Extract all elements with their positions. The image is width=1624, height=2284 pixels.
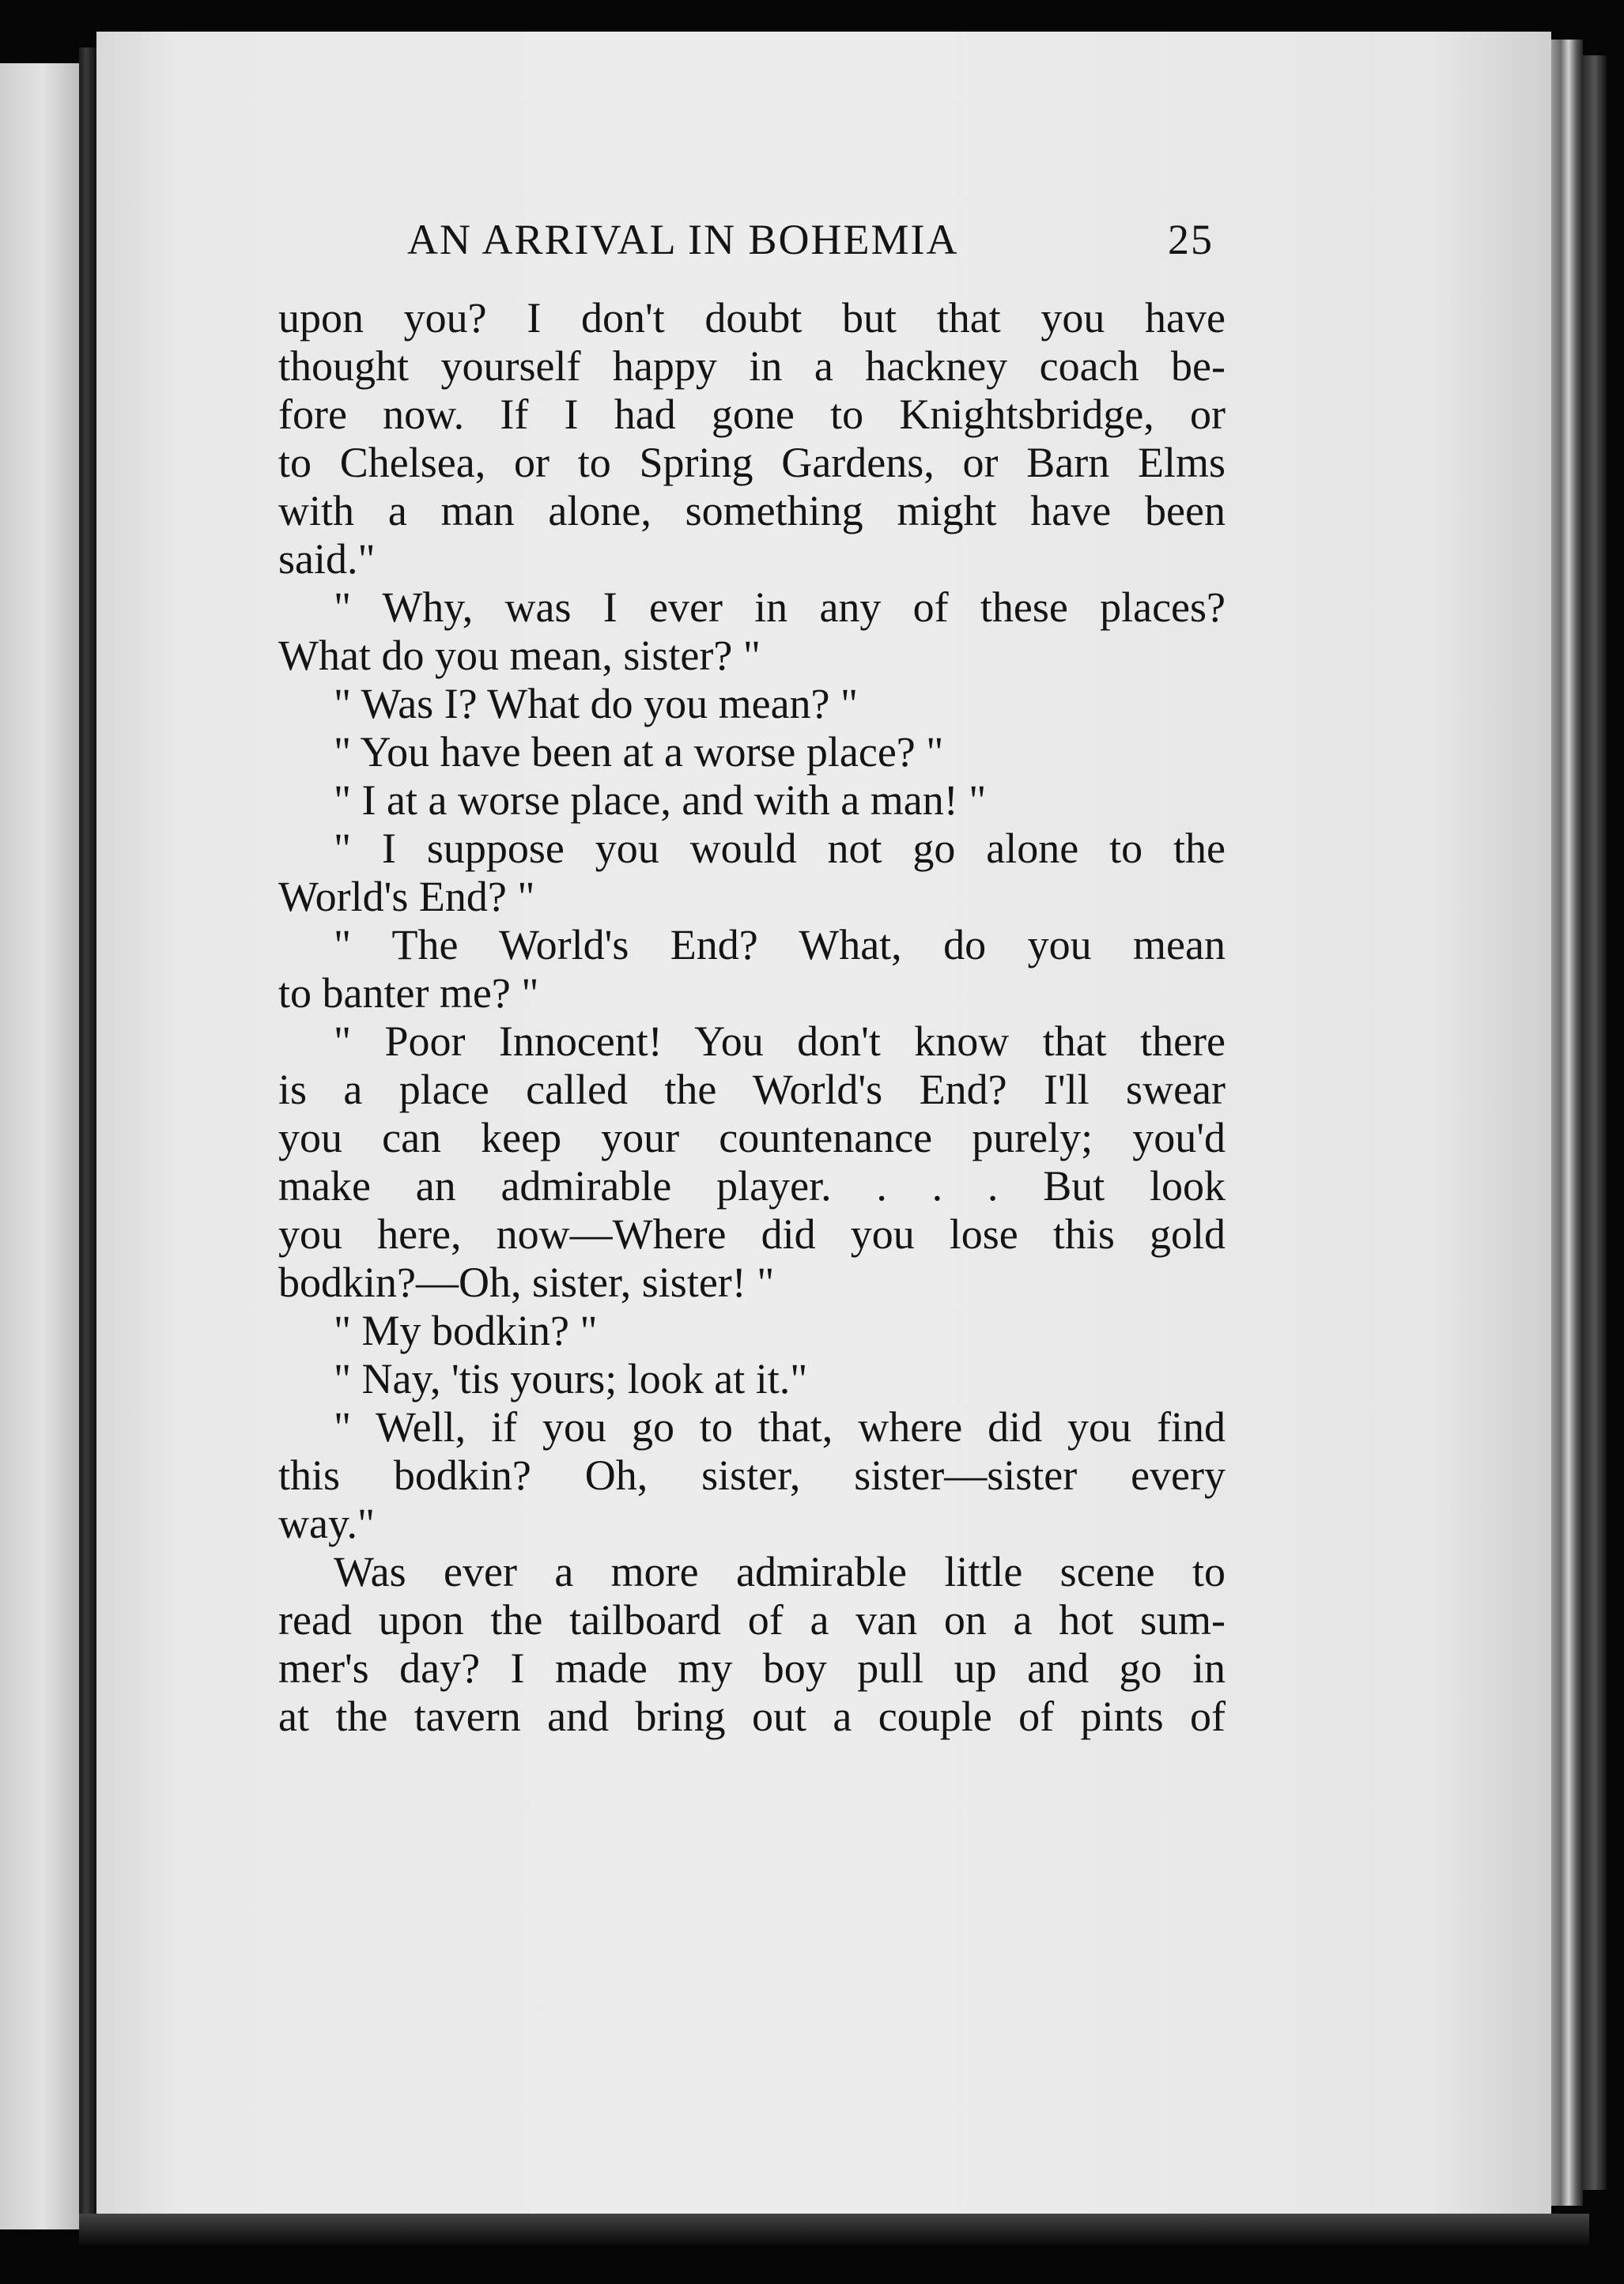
- text-line: to Chelsea, or to Spring Gardens, or Barn Elms: [278, 439, 1226, 486]
- text-line: " Well, if you go to that, where did you find: [334, 1403, 1226, 1451]
- text-line: " Poor Innocent! You don't know that there: [334, 1017, 1226, 1065]
- text-line: read upon the tailboard of a van on a hot sum-: [278, 1596, 1226, 1644]
- text-line: is a place called the World's End? I'll swear: [278, 1066, 1226, 1113]
- text-line: said.": [278, 535, 376, 583]
- page-number: 25: [1168, 216, 1214, 263]
- text-line: mer's day? I made my boy pull up and go in: [278, 1644, 1226, 1692]
- book-gutter: [79, 47, 96, 2237]
- book-cover-edge: [1583, 55, 1607, 2190]
- text-line: " The World's End? What, do you mean: [334, 921, 1226, 968]
- text-line: at the tavern and bring out a couple of pints of: [278, 1693, 1226, 1740]
- text-line: to banter me? ": [278, 969, 539, 1017]
- text-line: " Nay, 'tis yours; look at it.": [334, 1355, 808, 1402]
- text-line: thought yourself happy in a hackney coach be-: [278, 342, 1226, 390]
- text-line: " Was I? What do you mean? ": [334, 680, 859, 727]
- text-line: " I at a worse place, and with a man! ": [334, 776, 987, 824]
- left-page-edge: [0, 63, 79, 2229]
- body-text: [278, 294, 1226, 1741]
- text-line: this bodkin? Oh, sister, sister—sister every: [278, 1452, 1226, 1499]
- text-line: What do you mean, sister? ": [278, 632, 761, 679]
- text-line: upon you? I don't doubt but that you have: [278, 294, 1226, 342]
- text-line: you can keep your countenance purely; you'd: [278, 1114, 1226, 1161]
- text-line: " My bodkin? ": [334, 1307, 598, 1354]
- running-title: AN ARRIVAL IN BOHEMIA: [407, 216, 959, 263]
- text-line: " You have been at a worse place? ": [334, 728, 944, 776]
- text-line: Was ever a more admirable little scene to: [334, 1548, 1226, 1595]
- text-line: fore now. If I had gone to Knightsbridge, or: [278, 391, 1226, 438]
- text-line: make an admirable player. . . . But look: [278, 1162, 1226, 1210]
- page-stack-edge: [1551, 40, 1583, 2206]
- text-line: you here, now—Where did you lose this gold: [278, 1210, 1226, 1258]
- bottom-shadow: [79, 2214, 1589, 2245]
- text-line: " Why, was I ever in any of these places?: [334, 583, 1226, 631]
- text-line: with a man alone, something might have been: [278, 487, 1226, 534]
- page-header: [407, 215, 1214, 278]
- text-line: " I suppose you would not go alone to the: [334, 825, 1226, 872]
- text-line: World's End? ": [278, 873, 535, 920]
- text-line: bodkin?—Oh, sister, sister! ": [278, 1259, 775, 1306]
- text-line: way.": [278, 1500, 376, 1547]
